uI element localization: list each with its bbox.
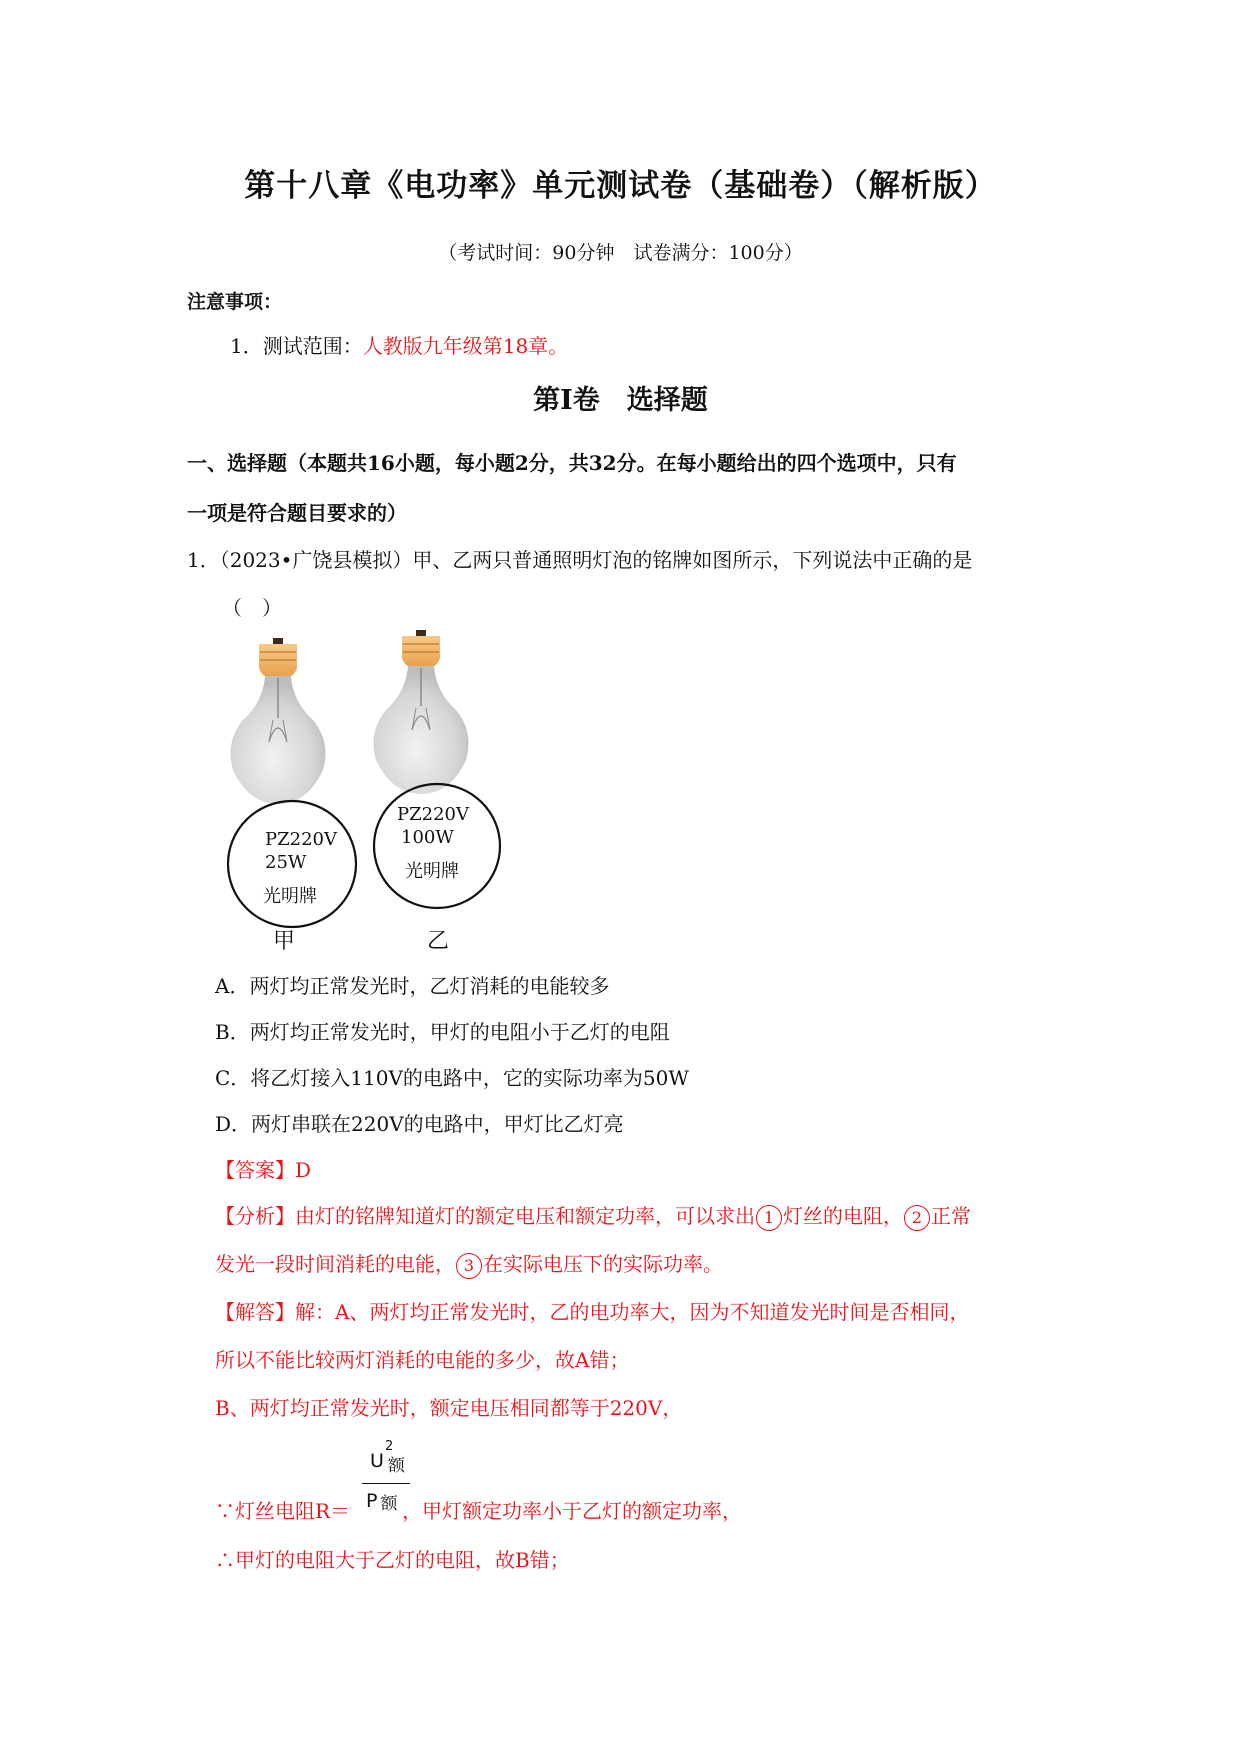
solution-line1: 【解答】解：A、两灯均正常发光时，乙的电功率大，因为不知道发光时间是否相同， [215, 1300, 970, 1324]
exam-info: （考试时间：90分钟 试卷满分：100分） [438, 242, 803, 264]
bulb-b-brand: 光明牌 [405, 861, 459, 882]
option-c: C．将乙灯接入110V的电路中，它的实际功率为50W [215, 1066, 689, 1090]
analysis-text-3: 正常 [931, 1204, 971, 1228]
option-b: B．两灯均正常发光时，甲灯的电阻小于乙灯的电阻 [215, 1020, 670, 1044]
question-stem-line1: 1．（2023•广饶县模拟）甲、乙两只普通照明灯泡的铭牌如图所示，下列说法中正确的是 [187, 548, 973, 572]
analysis-line2 [215, 1248, 723, 1279]
section-instruction-line2: 一项是符合题目要求的） [187, 501, 407, 525]
bulb-figure [215, 630, 525, 950]
page-title: 第十八章《电功率》单元测试卷（基础卷）（解析版） [244, 168, 997, 204]
solution-line5: ∴甲灯的电阻大于乙灯的电阻，故B错； [215, 1548, 570, 1572]
analysis-text-5: 在实际电压下的实际功率。 [483, 1252, 723, 1276]
section-instruction-line1: 一、选择题（本题共16小题，每小题2分，共32分。在每小题给出的四个选项中，只有 [187, 451, 957, 475]
bulb-a-brand: 光明牌 [263, 886, 317, 907]
scope-value: 人教版九年级第18章。 [362, 334, 569, 358]
circled-number-2: 2 [904, 1205, 930, 1231]
formula-suffix: ，甲灯额定功率小于乙灯的额定功率， [402, 1499, 743, 1523]
bulb-a-label: 甲 [273, 929, 296, 950]
scope-prefix: 1．测试范围： [230, 334, 363, 358]
bulb-figure-svg [215, 630, 525, 950]
circled-number-3: 3 [456, 1253, 482, 1279]
solution-line3: B、两灯均正常发光时，额定电压相同都等于220V， [215, 1396, 683, 1420]
solution-line2: 所以不能比较两灯消耗的电能的多少，故A错； [215, 1348, 630, 1372]
formula-denominator: P 额 [366, 1490, 398, 1514]
question-stem-line2: （ ） [222, 596, 282, 620]
formula-prefix: ∵灯丝电阻R＝ [215, 1499, 351, 1523]
bulb-a-icon [231, 638, 326, 804]
bulb-a-line1: PZ220V [265, 829, 337, 850]
analysis-text-2: 灯丝的电阻， [783, 1204, 903, 1228]
solution-line4 [215, 1495, 742, 1524]
circled-number-1: 1 [756, 1205, 782, 1231]
notes-item-scope [230, 330, 568, 359]
bulb-b-icon [374, 630, 469, 794]
section-title: 第Ⅰ卷 选择题 [533, 385, 708, 416]
option-d: D．两灯串联在220V的电路中，甲灯比乙灯亮 [215, 1112, 624, 1136]
fraction-bar [362, 1483, 410, 1484]
analysis-text-1: 【分析】由灯的铭牌知道灯的额定电压和额定功率，可以求出 [215, 1204, 755, 1228]
bulb-b-label: 乙 [427, 929, 450, 950]
bulb-b-line1: PZ220V [397, 804, 469, 825]
analysis-text-4: 发光一段时间消耗的电能， [215, 1252, 455, 1276]
option-a: A．两灯均正常发光时，乙灯消耗的电能较多 [215, 974, 610, 998]
answer: 【答案】D [215, 1158, 312, 1182]
analysis-line1 [215, 1200, 971, 1231]
bulb-b-line2: 100W [401, 827, 454, 848]
formula-numerator: U 2 额 [370, 1439, 405, 1476]
notes-label: 注意事项： [187, 291, 283, 313]
bulb-a-line2: 25W [265, 852, 307, 873]
